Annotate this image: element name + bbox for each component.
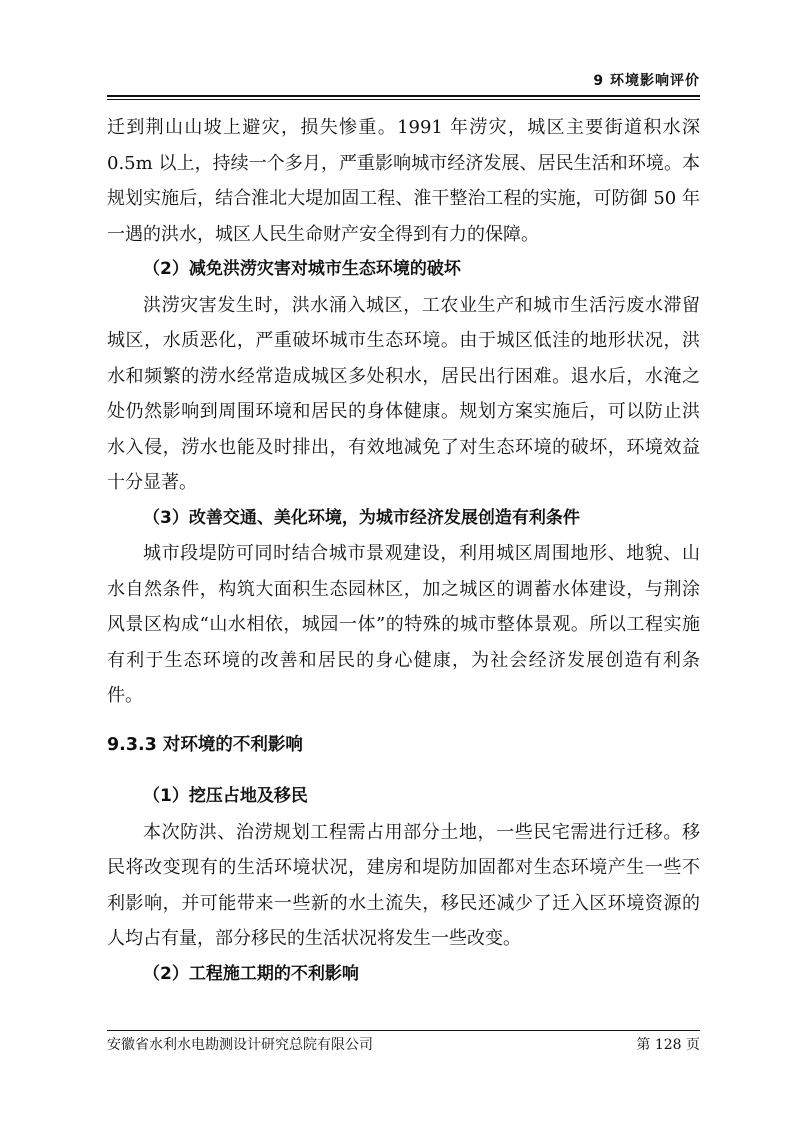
page-body: [107, 110, 700, 992]
subheading-2: （2）减免洪涝灾害对城市生态环境的破坏: [143, 259, 461, 279]
footer: [107, 1034, 700, 1054]
section-title: 9.3.3 对环境的不利影响: [107, 734, 303, 755]
header-rule-thin: [107, 99, 700, 100]
paragraph-3: 城市段堤防可同时结合城市景观建设，利用城区周围地形、地貌、山水自然条件，构筑大面积生态园林区，加之城区的调蓄水体建设，与荆涂风景区构成“山水相依，城园一体”的特殊的城市整体景观。所以工程实施有利于生态环境的改善和居民的身心健康，为社会经济发展创造有利条件。: [107, 543, 700, 706]
subheading-a: （1）挖压占地及移民: [143, 786, 308, 806]
paragraph-2: 洪涝灾害发生时，洪水涌入城区，工农业生产和城市生活污废水滞留城区，水质恶化，严重破坏城市生态环境。由于城区低洼的地形状况，洪水和频繁的涝水经常造成城区多处积水，居民出行困难。退水后，水淹之处仍然影响到周围环境和居民的身体健康。规划方案实施后，可以防止洪水入侵，涝水也能及时排出，有效地减免了对生态环境的破坏，环境效益十分显著。: [107, 294, 700, 493]
running-header: 9 环境影响评价: [593, 73, 700, 89]
paragraph-a: 本次防洪、治涝规划工程需占用部分土地，一些民宅需进行迁移。移民将改变现有的生活环境状况，建房和堤防加固都对生态环境产生一些不利影响，并可能带来一些新的水土流失，移民还减少了迁入区环境资源的人均占有量，部分移民的生活状况将发生一些改变。: [107, 821, 700, 949]
header-rule-thick: [107, 95, 700, 97]
footer-rule: [107, 1030, 700, 1031]
page-number: 第 128 页: [636, 1037, 700, 1053]
paragraph-intro: 迁到荆山山坡上避灾，损失惨重。1991 年涝灾，城区主要街道积水深 0.5m 以上，持续一个多月，严重影响城市经济发展、居民生活和环境。本规划实施后，结合淮北大堤加固工程、淮干整治工程的实施，可防御 50 年一遇的洪水，城区人民生命财产安全得到有力的保障。: [107, 117, 700, 245]
subheading-3: （3）改善交通、美化环境，为城市经济发展创造有利条件: [143, 507, 580, 528]
footer-organization: 安徽省水利水电勘测设计研究总院有限公司: [107, 1037, 373, 1053]
subheading-b: （2）工程施工期的不利影响: [143, 963, 359, 984]
